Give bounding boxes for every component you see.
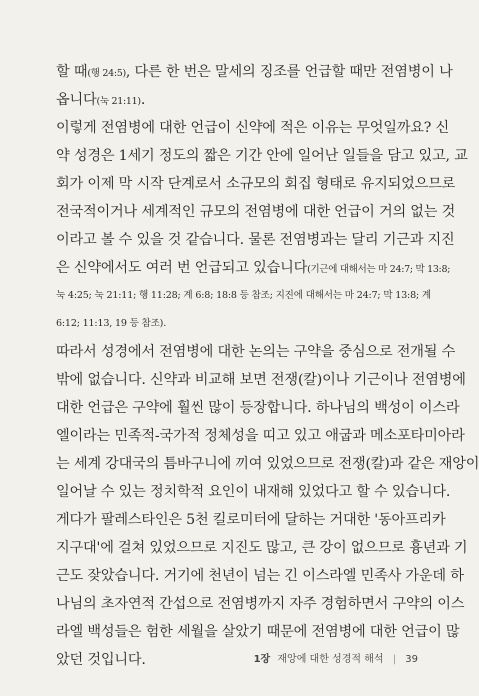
text-line bbox=[56, 534, 468, 562]
paragraph bbox=[56, 338, 479, 506]
text-line bbox=[56, 142, 468, 170]
text-line bbox=[56, 58, 453, 86]
line-text: 엘이라는 민족적-국가적 정체성을 띠고 있고 애굽과 메소포타미아라 bbox=[56, 428, 465, 444]
paragraph bbox=[56, 506, 468, 674]
text-line bbox=[56, 422, 465, 450]
line-text: 할 때 bbox=[56, 64, 88, 80]
line-text: , 다른 한 번은 말세의 징조를 언급할 때만 전염병이 나 bbox=[125, 64, 453, 80]
line-text: 게다가 팔레스타인은 5천 킬로미터에 달하는 거대한 '동아프리카 bbox=[56, 512, 446, 528]
text-line bbox=[56, 506, 446, 534]
line-text: 따라서 성경에서 전염병에 대한 논의는 구약을 중심으로 전개될 수 bbox=[56, 344, 456, 360]
scripture-reference: (눅 21:11) bbox=[96, 96, 141, 107]
line-text: 근도 잦았습니다. 거기에 천년이 넘는 긴 이스라엘 민족사 가운데 하 bbox=[56, 568, 464, 584]
line-text: 이렇게 전염병에 대한 언급이 신약에 적은 이유는 무엇일까요? 신 bbox=[56, 120, 450, 136]
line-text: 밖에 없습니다. 신약과 비교해 보면 전쟁(칼)이나 기근이나 전염병에 bbox=[56, 372, 466, 388]
line-text: 나님의 초자연적 간섭으로 전염병까지 자주 경험하면서 구약의 이스 bbox=[56, 596, 465, 612]
text-line bbox=[56, 114, 450, 142]
text-line bbox=[56, 86, 428, 114]
scripture-reference: 눅 4:25; 눅 21:11; 행 11:28; 계 6:8; 18:8 등 참조; 지진에 대해서는 마 24:7; 막 13:8; 계 bbox=[56, 290, 431, 301]
scripture-reference: 6:12; 11:13, 19 등 참조). bbox=[56, 318, 167, 329]
line-text: 이라고 볼 수 있을 것 같습니다. 물론 전염병과는 달리 기근과 지진 bbox=[56, 232, 455, 248]
line-text: 대한 언급은 구약에 훨씬 많이 등장합니다. 하나님의 백성이 이스라 bbox=[56, 400, 460, 416]
line-text: 지구대'에 걸쳐 있었으므로 지진도 많고, 큰 강이 없으므로 흉년과 기 bbox=[56, 540, 468, 556]
chapter-label: 1장 bbox=[253, 654, 271, 665]
text-line bbox=[56, 478, 451, 506]
line-text: 전국적이거나 세계적인 규모의 전염병에 대한 언급이 거의 없는 것 bbox=[56, 204, 456, 220]
line-text: 라엘 백성들은 험한 세월을 살았기 때문에 전염병에 대한 언급이 많 bbox=[56, 624, 460, 640]
footer-separator: | bbox=[392, 654, 397, 665]
text-line bbox=[56, 590, 465, 618]
line-text: 는 세계 강대국의 틈바구니에 끼여 있었으므로 전쟁(칼)과 같은 재앙이 bbox=[56, 456, 479, 472]
text-line bbox=[56, 170, 456, 198]
scripture-reference: (기근에 대해서는 마 24:7; 막 13:8; bbox=[307, 264, 451, 275]
text-line bbox=[56, 226, 455, 254]
text-line bbox=[56, 450, 479, 478]
line-text: 았던 것입니다. bbox=[56, 652, 146, 668]
text-line bbox=[56, 366, 466, 394]
running-footer bbox=[254, 650, 418, 665]
line-text: 옵니다 bbox=[56, 92, 97, 108]
text-line bbox=[56, 282, 431, 310]
line-text: . bbox=[140, 92, 146, 108]
text-line bbox=[56, 394, 460, 422]
line-text: 회가 이제 막 시작 단계로서 소규모의 회집 형태로 유지되었으므로 bbox=[56, 176, 456, 192]
paragraph bbox=[56, 58, 453, 114]
scripture-reference: (행 24:5) bbox=[87, 68, 126, 79]
text-line bbox=[56, 562, 464, 590]
paragraph bbox=[56, 114, 468, 338]
text-line bbox=[56, 254, 451, 282]
body-text bbox=[56, 58, 479, 674]
text-line bbox=[56, 198, 456, 226]
line-text: 약 성경은 1세기 정도의 짧은 기간 안에 일어난 일들을 담고 있고, 교 bbox=[56, 148, 468, 164]
page-number: 39 bbox=[405, 654, 418, 665]
line-text: 일어날 수 있는 정치학적 요인이 내재해 있었다고 할 수 있습니다. bbox=[56, 484, 451, 500]
section-title: 재앙에 대한 성경적 해석 bbox=[277, 654, 384, 665]
text-line bbox=[56, 338, 456, 366]
text-line bbox=[56, 310, 428, 338]
text-line bbox=[56, 618, 460, 646]
line-text: 은 신약에서도 여러 번 언급되고 있습니다 bbox=[56, 260, 308, 276]
